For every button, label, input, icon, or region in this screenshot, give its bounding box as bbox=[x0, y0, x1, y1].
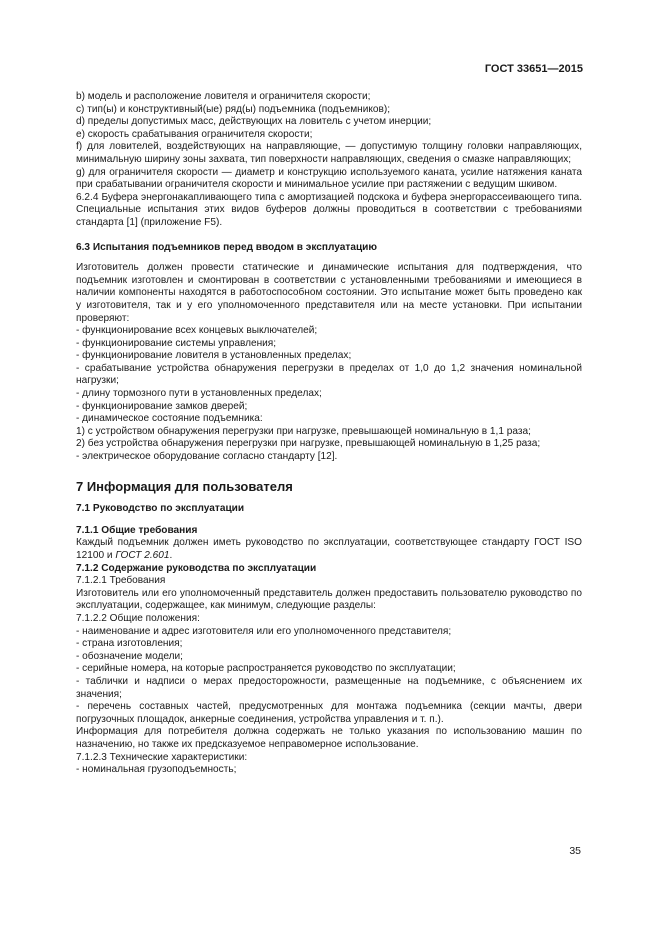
list-item: g) для ограничителя скорости — диаметр и конструкцию используемого каната, усилие натяжения каната при срабатывании ограничителя скорости и минимальное усилие при растяжении с ведущим шкивом. bbox=[76, 166, 582, 191]
section-7-title: 7 Информация для пользователя bbox=[76, 478, 293, 494]
text-part: Каждый подъемник должен иметь руководство по эксплуатации, соответствующее стандарту ГОСТ ISO 12100 и bbox=[76, 537, 582, 561]
list-item: - электрическое оборудование согласно стандарту [12]. bbox=[76, 451, 338, 463]
list-item: - серийные номера, на которые распространяется руководство по эксплуатации; bbox=[76, 663, 456, 675]
list-item: - таблички и надписи о мерах предосторожности, размещенные на подъемнике, с объяснением их значения; bbox=[76, 675, 582, 700]
section-7-1-2-title: 7.1.2 Содержание руководства по эксплуатации bbox=[76, 562, 317, 574]
list-item: - номинальная грузоподъемность; bbox=[76, 764, 237, 776]
list-item: - функционирование всех концевых выключателей; bbox=[76, 325, 318, 337]
list-item: b) модель и расположение ловителя и ограничителя скорости; bbox=[76, 91, 371, 102]
list-item: - функционирование замков дверей; bbox=[76, 400, 248, 412]
list-item: 1) с устройством обнаружения перегрузки при нагрузке, превышающей номинальную в 1,1 раза; bbox=[76, 425, 531, 437]
standard-header: ГОСТ 33651—2015 bbox=[484, 63, 583, 75]
section-7-1-2-3-title: 7.1.2.3 Технические характеристики: bbox=[76, 751, 248, 763]
list-item: d) пределы допустимых масс, действующих на ловитель с учетом инерции; bbox=[76, 116, 432, 128]
list-item: c) тип(ы) и конструктивный(ые) ряд(ы) подъемника (подъемников); bbox=[76, 103, 391, 115]
standard-reference: ГОСТ 2.601 bbox=[115, 550, 170, 561]
list-item: - страна изготовления; bbox=[76, 638, 183, 650]
list-item: - динамическое состояние подъемника: bbox=[76, 413, 263, 425]
section-6-3-intro: Изготовитель должен провести статические и динамические испытания для подтверждения, что подъемник изготовлен и смонтирован в соответствии с установленными требованиями и имеющиеся в наличии компоненты находятся в работоспособном состоянии. Это испытание может быть проведено как у изготовителя, так и у его уполномоченного представителя или на месте установки. При испытании проверяют: bbox=[76, 262, 582, 324]
paragraph-6-2-4: 6.2.4 Буфера энергонакапливающего типа с амортизацией подскока и буфера энергорассеивающего типа. Специальные испытания этих видов буферов должны проводиться в соответствии с требованиями стандарта [1] (приложение F5). bbox=[76, 191, 582, 228]
info-paragraph: Информация для потребителя должна содержать не только указания по использованию машин по назначению, но также их предсказуемое неправомерное использование. bbox=[76, 726, 582, 750]
list-item: f) для ловителей, воздействующих на направляющие, — допустимую толщину головки направляющих, минимальную ширину зоны захвата, тип поверхности направляющих, сведения о смазке направляющих; bbox=[76, 141, 582, 165]
section-7-1-1-text bbox=[76, 537, 582, 562]
section-7-1-2-1-title: 7.1.2.1 Требования bbox=[76, 575, 166, 587]
list-item: - срабатывание устройства обнаружения перегрузки в пределах от 1,0 до 1,2 значения номинальной нагрузки; bbox=[76, 362, 582, 387]
page-content bbox=[76, 91, 582, 777]
page-number: 35 bbox=[569, 845, 581, 857]
list-item: - длину тормозного пути в установленных пределах; bbox=[76, 388, 322, 400]
list-item: - функционирование системы управления; bbox=[76, 337, 277, 349]
section-6-3-title: 6.3 Испытания подъемников перед вводом в эксплуатацию bbox=[76, 241, 377, 253]
text-part: . bbox=[169, 550, 173, 561]
list-item: 2) без устройства обнаружения перегрузки при нагрузке, превышающей номинальную в 1,25 раза; bbox=[76, 438, 541, 450]
section-7-1-title: 7.1 Руководство по эксплуатации bbox=[76, 503, 245, 515]
list-item: - наименование и адрес изготовителя или его уполномоченного представителя; bbox=[76, 625, 452, 637]
list-item: e) скорость срабатывания ограничителя скорости; bbox=[76, 128, 313, 140]
list-item: - функционирование ловителя в установленных пределах; bbox=[76, 350, 352, 362]
list-item: - обозначение модели; bbox=[76, 650, 183, 662]
section-7-1-1-title: 7.1.1 Общие требования bbox=[76, 524, 198, 536]
section-7-1-2-2-title: 7.1.2.2 Общие положения: bbox=[76, 612, 200, 624]
list-item: - перечень составных частей, предусмотренных для монтажа подъемника (секции мачты, двери погрузочных площадок, анкерные соединения, устройства управления и т. п.). bbox=[76, 701, 582, 725]
section-7-1-2-1-text: Изготовитель или его уполномоченный представитель должен предоставить пользователю руководство по эксплуатации, содержащее, как минимум, следующие разделы: bbox=[76, 587, 582, 612]
